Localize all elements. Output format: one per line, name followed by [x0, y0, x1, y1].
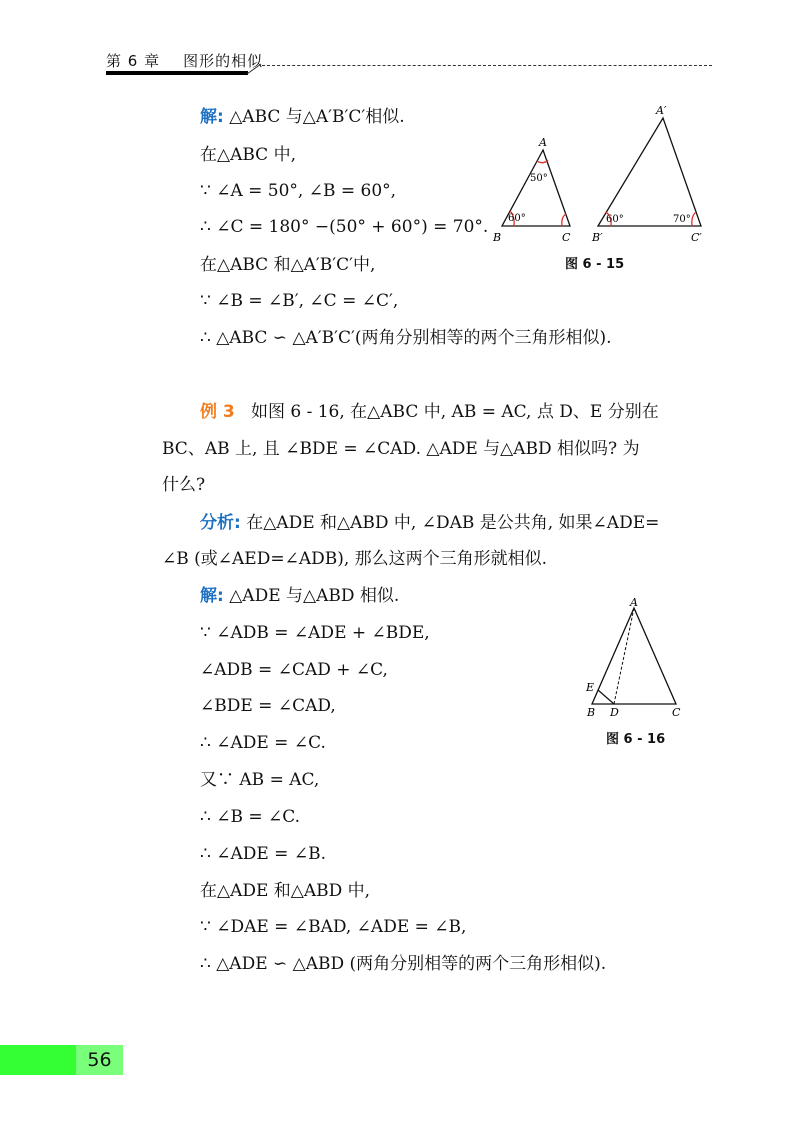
- solution2-line-11: ∴ △ADE ∽ △ABD (两角分别相等的两个三角形相似).: [200, 954, 607, 974]
- figure-6-15: [488, 104, 718, 254]
- solution1-line-2: 在△ABC 中,: [200, 145, 296, 165]
- label-b-2: B: [587, 706, 596, 719]
- angle-c1-value: 70°: [673, 214, 691, 225]
- label-b1: B′: [592, 231, 603, 244]
- angle-c-arc: [562, 214, 566, 226]
- solution2-line-2: ∵ ∠ADB = ∠ADE + ∠BDE,: [200, 623, 430, 643]
- solution1-label: 解:: [200, 107, 224, 127]
- angle-b-value: 60°: [508, 213, 526, 224]
- analysis-line-1: 分析: 在△ADE 和△ABD 中, ∠DAB 是公共角, 如果∠ADE=: [200, 513, 660, 533]
- solution2-line-3: ∠ADB = ∠CAD + ∠C,: [200, 660, 388, 680]
- angle-a-value: 50°: [530, 173, 548, 184]
- example3-label: 例 3: [200, 402, 235, 422]
- solution2-line-6: 又∵ AB = AC,: [200, 770, 320, 790]
- label-c-2: C: [672, 706, 681, 719]
- solution1-line-7: ∴ △ABC ∽ △A′B′C′(两角分别相等的两个三角形相似).: [200, 328, 612, 348]
- figure-6-15-caption: 图 6 - 15: [565, 257, 625, 272]
- solution2-line-7: ∴ ∠B = ∠C.: [200, 807, 301, 827]
- label-a-2: A: [630, 596, 638, 609]
- angle-b1-value: 60°: [606, 214, 624, 225]
- solution1-line-6: ∵ ∠B = ∠B′, ∠C = ∠C′,: [200, 291, 399, 311]
- segment-de: [598, 690, 614, 704]
- example3-line-3: 什么?: [162, 475, 206, 495]
- label-b: B: [493, 231, 502, 244]
- analysis-line-2: ∠B (或∠AED=∠ADB), 那么这两个三角形就相似.: [162, 549, 548, 569]
- label-d-2: D: [610, 706, 619, 719]
- solution1-line-1: 解: △ABC 与△A′B′C′相似.: [200, 107, 405, 127]
- solution2-label: 解:: [200, 586, 224, 606]
- solution2-line-9: 在△ADE 和△ABD 中,: [200, 881, 371, 901]
- label-c: C: [562, 231, 571, 244]
- solution2-line-1: 解: △ADE 与△ABD 相似.: [200, 586, 400, 606]
- solution1-line-4: ∴ ∠C = 180° −(50° + 60°) = 70°.: [200, 217, 489, 237]
- page-number: 56: [76, 1045, 123, 1075]
- label-a1: A′: [656, 104, 667, 117]
- solution2-line-10: ∵ ∠DAE = ∠BAD, ∠ADE = ∠B,: [200, 917, 467, 937]
- header-underline: [106, 71, 248, 75]
- example3-line-1: 例 3 如图 6 - 16, 在△ABC 中, AB = AC, 点 D、E 分别在: [200, 402, 659, 422]
- analysis-label: 分析:: [200, 513, 241, 533]
- triangle-abc-2: [592, 608, 676, 704]
- solution1-line-5: 在△ABC 和△A′B′C′中,: [200, 255, 376, 275]
- solution1-line-3: ∵ ∠A = 50°, ∠B = 60°,: [200, 181, 397, 201]
- chapter-title: 图形的相似: [183, 52, 264, 70]
- example3-line-2: BC、AB 上, 且 ∠BDE = ∠CAD. △ADE 与△ABD 相似吗? 为: [162, 439, 640, 459]
- label-c1: C′: [691, 231, 702, 244]
- label-e-2: E: [586, 681, 595, 694]
- solution2-line-5: ∴ ∠ADE = ∠C.: [200, 733, 326, 753]
- figure-6-16-caption: 图 6 - 16: [606, 732, 666, 747]
- solution2-line-8: ∴ ∠ADE = ∠B.: [200, 844, 326, 864]
- label-a: A: [539, 136, 547, 149]
- angle-c1-arc: [692, 212, 696, 226]
- header-slash: [247, 60, 263, 74]
- segment-ad: [614, 608, 634, 704]
- figure-6-16: [578, 596, 688, 721]
- header-dashed-rule: [262, 65, 712, 66]
- triangle-a1b1c1: [598, 118, 701, 226]
- solution2-line-4: ∠BDE = ∠CAD,: [200, 696, 336, 716]
- chapter-number: 第 6 章: [106, 52, 161, 70]
- chapter-header: [106, 50, 263, 71]
